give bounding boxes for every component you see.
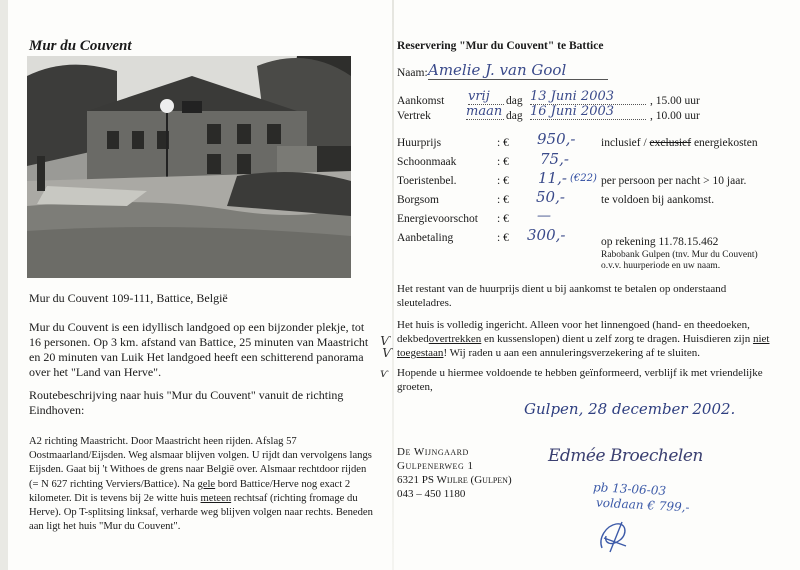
org-name: De Wijngaard [397,446,469,458]
paid-amount-note: voldaan € 799,- [595,495,690,515]
borgsom-label: Borgsom [397,194,439,206]
property-photo [27,56,351,278]
aankomst-day: vrij [468,89,504,105]
energievoorschot-label: Energievoorschot [397,213,478,225]
vertrek-dag: dag [506,110,523,122]
aanbetaling-value: 300,- [527,226,566,244]
energievoorschot-currency: : € [497,213,509,225]
signature: Edmée Broechelen [548,446,703,466]
ingericht-paragraph [397,318,777,360]
route-text-2: bord Battice/Herve nog exact 2 kilometer. Dit is tevens bij 2e witte huis [29,478,351,504]
huurprijs-label: Huurprijs [397,137,442,149]
aankomst-time: , 15.00 uur [650,95,700,107]
margin-check-mark-2: Ѵ [382,346,393,360]
toeristenbel-label: Toeristenbel. [397,175,457,187]
toeristenbel-note: per persoon per nacht > 10 jaar. [601,175,747,187]
aankomst-label: Aankomst [397,95,445,107]
ingericht-text-c: ! Wij raden u aan een annuleringsverzekering af te sluiten. [443,347,700,359]
huurprijs-value: 950,- [537,130,576,148]
huurprijs-note [601,137,758,149]
paper-edge [0,0,8,570]
org-phone: 043 – 450 1180 [397,488,466,500]
aanbetaling-label: Aanbetaling [397,232,454,244]
aanbetaling-currency: : € [497,232,509,244]
note-energie: energiekosten [691,137,758,149]
aankomst-date: 13 Juni 2003 [530,89,646,105]
toeristenbel-currency: : € [497,175,509,187]
org-city: 6321 PS Wijlre (Gulpen) [397,474,512,486]
hopende-paragraph: Hopende u hiermee voldoende te hebben geïnformeerd, verblijf ik met vriendelijke groeten, [397,367,763,393]
borgsom-note: te voldoen bij aankomst. [601,194,715,206]
ingericht-text-b: en kussenslopen) dient u zelf zorg te dragen. Huisdieren zijn [481,333,753,345]
huurprijs-currency: : € [497,137,509,149]
property-description: Mur du Couvent is een idyllisch landgoed op een bijzonder plekje, tot 16 personen. Op 3 km. afstand van Battice, 25 minuten van Maastricht en 20 minuten van Luik Het landgoed heeft een schitterend panorama over het "Land van Herve". [29,320,369,379]
note-exclusief: exclusief [649,137,692,149]
route-text-gele: gele [197,478,216,490]
signature-place-date: Gulpen, 28 december 2002. [524,400,736,418]
borgsom-value: 50,- [536,188,565,206]
house-photo-illustration [27,56,351,278]
note-inclusief: inclusief / [601,137,650,149]
route-description [29,435,374,534]
aanbetaling-note: op rekening 11.78.15.462 [601,236,719,248]
energievoorschot-value: — [537,208,551,224]
borgsom-currency: : € [497,194,509,206]
initials-scribble-icon [596,518,632,556]
ingericht-niet: niet [752,333,770,345]
route-heading: Routebeschrijving naar huis "Mur du Couvent" vanuit de richting Eindhoven: [29,388,344,417]
property-title: Mur du Couvent [29,38,132,54]
reservation-heading: Reservering "Mur du Couvent" te Battice [397,40,604,52]
toeristenbel-extra: (€22) [570,173,597,184]
ingericht-toegestaan: toegestaan [397,347,444,359]
naam-value: Amelie J. van Gool [428,61,608,80]
margin-check-mark-3: ѵ [380,366,389,380]
schoonmaak-label: Schoonmaak [397,156,457,168]
naam-label: Naam: [397,67,428,79]
bank-line-2: o.v.v. huurperiode en uw naam. [601,261,721,271]
vertrek-date: 16 Juni 2003 [530,104,646,120]
vertrek-label: Vertrek [397,110,431,122]
property-address: Mur du Couvent 109-111, Battice, België [29,291,228,305]
org-street: Gulpenerweg 1 [397,460,474,472]
initials-mark [596,518,632,561]
bank-line-1: Rabobank Gulpen (tnv. Mur du Couvent) [601,250,758,260]
restant-paragraph: Het restant van de huurprijs dient u bij aankomst te betalen op onderstaand sleuteladres. [397,283,727,309]
vertrek-day: maan [466,104,503,119]
page-fold [392,0,394,570]
route-text-1: A2 richting Maastricht. Door Maastricht heen rijden. Afslag 57 Oostmaarland/Eijsden. Weg alsmaar blijven volgen. U rijdt dan vervolgens langs Eijsden. Gaat bij 't Withoes de grens naar België over. Alsmaar rechtdoor rijden (= N 627 richting Verviers/Battice). Na [29,436,372,490]
route-text-3: rechtsaf (richting fromage du Herve). Op T-splitsing linksaf, verharde weg blijven volgen naar rechts. Beneden aan ligt het huis "Mur du Couvent". [29,492,373,533]
route-text-meteen: meteen [200,492,232,504]
toeristenbel-value: 11,- [538,169,567,187]
ingericht-text-a: Het huis is volledig ingericht. Alleen voor het linnengoed (hand- en theedoeken, dekbed [397,319,750,345]
schoonmaak-currency: : € [497,156,509,168]
margin-check-mark-1: Ѵ [380,334,391,348]
paid-date-note: pb 13-06-03 [592,480,667,498]
aankomst-dag: dag [506,95,523,107]
vertrek-time: , 10.00 uur [650,110,700,122]
ingericht-overtrekken: overtrekken [428,333,482,345]
schoonmaak-value: 75,- [540,150,569,168]
